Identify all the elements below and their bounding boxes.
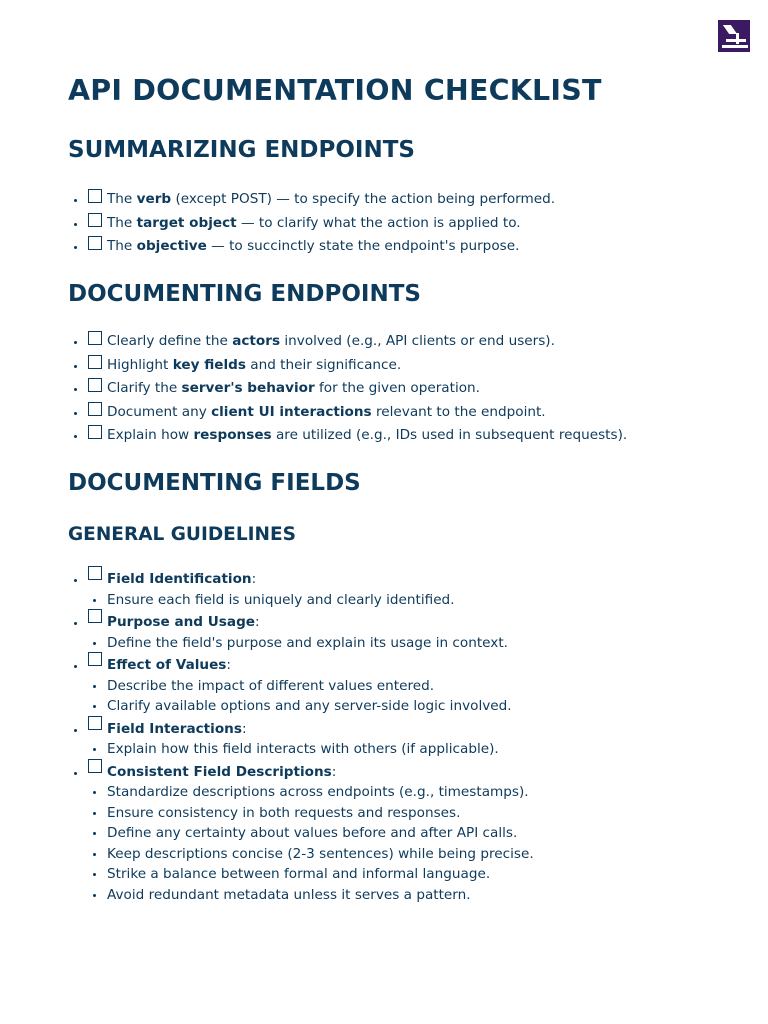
sub-list-item: Strike a balance between formal and informal language. xyxy=(107,864,534,885)
sub-list-item: Clarify available options and any server-side logic involved. xyxy=(107,696,534,717)
checkbox[interactable] xyxy=(88,189,102,203)
checklist-item: Field Interactions: Explain how this field interacts with others (if applicable). xyxy=(68,719,534,760)
checkbox[interactable] xyxy=(88,425,102,439)
section-heading-documenting-endpoints: DOCUMENTING ENDPOINTS xyxy=(68,281,421,307)
sub-list-item: Describe the impact of different values entered. xyxy=(107,676,534,697)
checklist-item: The target object — to clarify what the action is applied to. xyxy=(68,212,555,236)
sub-list-item: Define any certainty about values before and after API calls. xyxy=(107,823,534,844)
sub-list xyxy=(107,633,534,654)
checklist-item: Purpose and Usage: Define the field's purpose and explain its usage in context. xyxy=(68,612,534,653)
checkbox[interactable] xyxy=(88,652,102,666)
sub-list xyxy=(107,590,534,611)
checklist-item: The objective — to succinctly state the endpoint's purpose. xyxy=(68,235,555,259)
checklist-item: Clarify the server's behavior for the given operation. xyxy=(68,377,627,401)
sub-list xyxy=(107,739,534,760)
checkbox[interactable] xyxy=(88,566,102,580)
checklist-item: Document any client UI interactions relevant to the endpoint. xyxy=(68,401,627,425)
sub-list-item: Keep descriptions concise (2-3 sentences) while being precise. xyxy=(107,844,534,865)
sub-list xyxy=(107,782,534,905)
sub-list-item: Define the field's purpose and explain its usage in context. xyxy=(107,633,534,654)
checklist-item: Clearly define the actors involved (e.g., API clients or end users). xyxy=(68,330,627,354)
sub-list-item: Avoid redundant metadata unless it serves a pattern. xyxy=(107,885,534,906)
endpoints-checklist xyxy=(68,330,627,448)
checkbox[interactable] xyxy=(88,759,102,773)
sub-list-item: Explain how this field interacts with others (if applicable). xyxy=(107,739,534,760)
checkbox[interactable] xyxy=(88,331,102,345)
checkbox[interactable] xyxy=(88,378,102,392)
section-heading-summarizing: SUMMARIZING ENDPOINTS xyxy=(68,137,415,163)
sub-list-item: Ensure consistency in both requests and responses. xyxy=(107,803,534,824)
checkbox[interactable] xyxy=(88,236,102,250)
checklist-item: Field Identification: Ensure each field is uniquely and clearly identified. xyxy=(68,569,534,610)
checkbox[interactable] xyxy=(88,402,102,416)
page-title: API DOCUMENTATION CHECKLIST xyxy=(68,74,602,107)
brand-logo-icon xyxy=(718,20,750,52)
section-heading-documenting-fields: DOCUMENTING FIELDS xyxy=(68,470,361,496)
checklist-item: Effect of Values: Describe the impact of different values entered. Clarify available options and any server-side logic involved. xyxy=(68,655,534,717)
checkbox[interactable] xyxy=(88,213,102,227)
sub-list xyxy=(107,676,534,717)
checkbox[interactable] xyxy=(88,716,102,730)
checklist-item: The verb (except POST) — to specify the action being performed. xyxy=(68,188,555,212)
summarizing-checklist xyxy=(68,188,555,259)
sub-list-item: Standardize descriptions across endpoints (e.g., timestamps). xyxy=(107,782,534,803)
checklist-item: Highlight key fields and their significance. xyxy=(68,354,627,378)
checkbox[interactable] xyxy=(88,355,102,369)
fields-checklist xyxy=(68,569,534,907)
checklist-item: Explain how responses are utilized (e.g., IDs used in subsequent requests). xyxy=(68,424,627,448)
checkbox[interactable] xyxy=(88,609,102,623)
subsection-heading-general-guidelines: GENERAL GUIDELINES xyxy=(68,524,296,545)
checklist-item: Consistent Field Descriptions: Standardize descriptions across endpoints (e.g., timestamps). Ensure consistency in both requests and responses. Define any certainty about values before and after API calls. Keep descriptions concise (2-3 sentences) while being precise. Strike a balance between formal and informal language. Avoid redundant metadata unless it serves a pattern. xyxy=(68,762,534,906)
sub-list-item: Ensure each field is uniquely and clearly identified. xyxy=(107,590,534,611)
